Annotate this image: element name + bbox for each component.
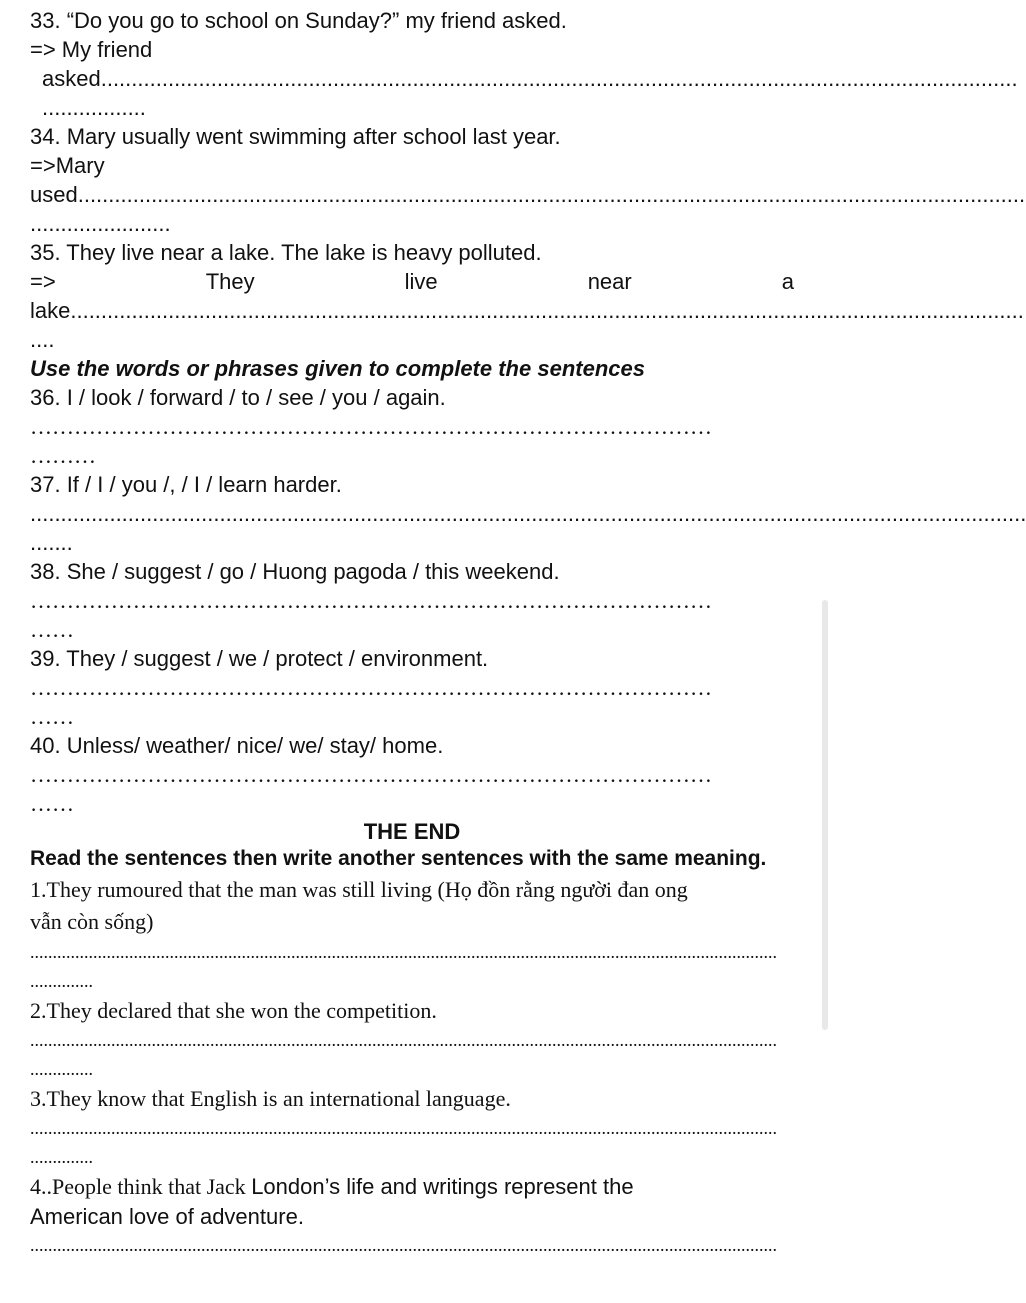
question-33-dots: ...................................................................................................................................................... (100, 66, 1018, 91)
question-39-answer-line[interactable]: ………………………………………………………………………………… (30, 675, 712, 700)
question-35-dots: ............................................................................................................................................................ (70, 298, 1024, 323)
question-35: 35. They live near a lake. The lake is heavy polluted. (30, 240, 542, 265)
sentence-4-serif-part: 4..People think that Jack (30, 1174, 252, 1199)
sentence-2-answer-line[interactable]: ...................................................................................................................................................................... (30, 1030, 777, 1050)
question-35-word: near (587, 269, 632, 294)
question-36-answer-line-2[interactable]: ……… (30, 443, 96, 468)
question-37-answer-line-2[interactable]: ....... (30, 530, 73, 555)
question-35-lead: lake (30, 298, 71, 323)
question-35-word: a (781, 269, 794, 294)
question-35-answer-line[interactable] (30, 296, 1024, 325)
section-heading-rewrite: Read the sentences then write another sentences with the same meaning. (30, 847, 767, 870)
sentence-4-line-2: American love of adventure. (30, 1204, 304, 1229)
question-39-answer-line-2[interactable]: …… (30, 704, 74, 729)
question-40: 40. Unless/ weather/ nice/ we/ stay/ home. (30, 733, 444, 758)
question-33-answer-line[interactable] (30, 64, 1018, 93)
sentence-4-line-1 (30, 1172, 794, 1202)
sentence-3: 3.They know that English is an international language. (30, 1086, 511, 1111)
question-35-prompt (30, 267, 794, 296)
question-40-answer-line-2[interactable]: …… (30, 791, 74, 816)
question-35-word: => (30, 269, 56, 294)
question-38-answer-line-2[interactable]: …… (30, 617, 74, 642)
question-36: 36. I / look / forward / to / see / you / again. (30, 385, 446, 410)
question-35-word: live (404, 269, 438, 294)
question-38: 38. She / suggest / go / Huong pagoda / this weekend. (30, 559, 560, 584)
sentence-3-answer-line[interactable]: ...................................................................................................................................................................... (30, 1118, 777, 1138)
question-35-answer-line-2[interactable]: .... (30, 327, 55, 352)
question-37-answer-line[interactable]: ................................................................................................................................................................... (30, 501, 1026, 526)
the-end-title: THE END (363, 819, 461, 844)
question-33-answer-line-2[interactable]: ................. (42, 95, 146, 120)
question-39: 39. They / suggest / we / protect / environment. (30, 646, 489, 671)
sentence-4-sans-part: London’s life and writings represent the (251, 1174, 634, 1199)
question-36-answer-line[interactable]: ………………………………………………………………………………… (30, 414, 712, 439)
sentence-3-answer-line-2[interactable]: .............. (30, 1147, 93, 1167)
sentence-2: 2.They declared that she won the competition. (30, 998, 437, 1023)
sentence-1-line-1: 1.They rumoured that the man was still living (Họ đồn rằng người đan ong (30, 877, 688, 902)
worksheet-page (30, 6, 1026, 1260)
section-heading-use-words: Use the words or phrases given to complete the sentences (30, 356, 645, 381)
question-34-prompt: =>Mary (30, 153, 105, 178)
question-33: 33. “Do you go to school on Sunday?” my friend asked. (30, 8, 567, 33)
question-40-answer-line[interactable]: ………………………………………………………………………………… (30, 762, 712, 787)
scrollbar[interactable] (822, 600, 828, 1030)
question-34: 34. Mary usually went swimming after school last year. (30, 124, 561, 149)
question-35-word: They (205, 269, 255, 294)
question-34-answer-line-2[interactable]: ....................... (30, 211, 171, 236)
question-38-answer-line[interactable]: ………………………………………………………………………………… (30, 588, 712, 613)
sentence-1-line-2: vẫn còn sống) (30, 909, 154, 934)
question-33-prompt: => My friend (30, 37, 153, 62)
question-34-lead: used (30, 182, 78, 207)
sentence-1-answer-line-2[interactable]: .............. (30, 971, 93, 991)
sentence-4-answer-line[interactable]: ...................................................................................................................................................................... (30, 1235, 777, 1255)
sentence-2-answer-line-2[interactable]: .............. (30, 1059, 93, 1079)
question-34-dots: ........................................................................................................................................................... (77, 182, 1026, 207)
sentence-1-answer-line[interactable]: ...................................................................................................................................................................... (30, 942, 777, 962)
question-33-lead: asked (42, 66, 101, 91)
question-37: 37. If / I / you /, / I / learn harder. (30, 472, 342, 497)
question-34-answer-line[interactable] (30, 180, 1026, 209)
